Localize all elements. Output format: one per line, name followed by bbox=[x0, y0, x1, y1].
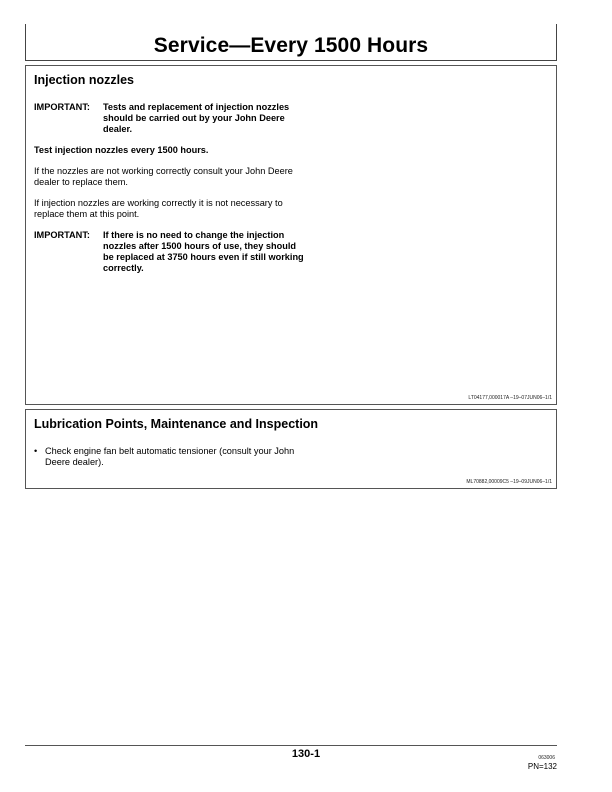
important-label: IMPORTANT: bbox=[34, 102, 90, 112]
important-note bbox=[34, 230, 304, 274]
paragraph: If injection nozzles are working correctly it is not necessary to replace them at this point. bbox=[34, 198, 283, 219]
reference-code: LT04177,000017A –19–07JUN06–1/1 bbox=[468, 395, 552, 401]
important-text: If there is no need to change the injection nozzles after 1500 hours of use, they should be replaced at 3750 hours even if still working correctly. bbox=[103, 230, 304, 273]
page-number: 130-1 bbox=[291, 748, 321, 760]
section-lubrication-points bbox=[25, 409, 557, 489]
bullet-item bbox=[34, 446, 304, 468]
bullet-icon: • bbox=[34, 446, 38, 456]
title-box bbox=[25, 24, 557, 61]
section-injection-nozzles bbox=[25, 65, 557, 405]
footer-code: 063006 bbox=[538, 755, 555, 761]
section-content bbox=[34, 446, 304, 468]
important-text: Tests and replacement of injection nozzles should be carried out by your John Deere dealer. bbox=[103, 102, 290, 134]
reference-code: ML70882,00009C5 –19–09JUN06–1/1 bbox=[466, 479, 552, 485]
section-heading: Lubrication Points, Maintenance and Inspection bbox=[34, 417, 319, 431]
pn-label: PN=132 bbox=[527, 762, 557, 771]
bullet-text: Check engine fan belt automatic tensioner (consult your John Deere dealer). bbox=[45, 446, 295, 467]
footer-divider bbox=[25, 745, 557, 746]
important-note bbox=[34, 102, 304, 135]
test-instruction: Test injection nozzles every 1500 hours. bbox=[34, 145, 209, 155]
page-title: Service—Every 1500 Hours bbox=[153, 34, 429, 57]
paragraph: If the nozzles are not working correctly consult your John Deere dealer to replace them. bbox=[34, 166, 293, 187]
section-content bbox=[34, 102, 304, 284]
important-label: IMPORTANT: bbox=[34, 230, 90, 240]
section-heading: Injection nozzles bbox=[34, 73, 135, 87]
